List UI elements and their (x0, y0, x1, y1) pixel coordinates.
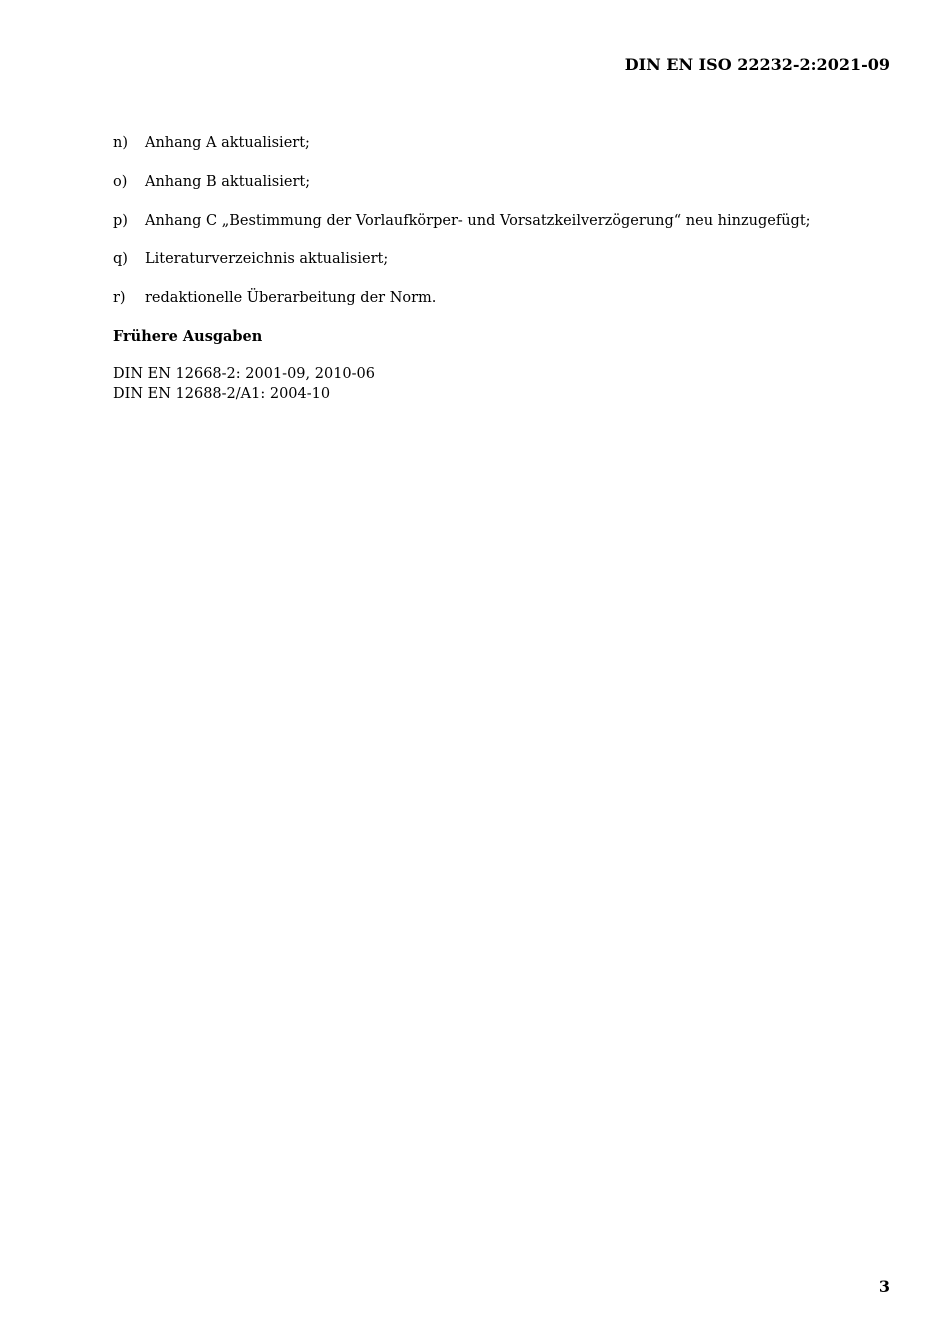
document-id-header: DIN EN ISO 22232-2:2021-09 (624, 55, 890, 74)
list-item (113, 210, 893, 232)
list-item (113, 248, 893, 270)
page-content (113, 132, 893, 404)
previous-editions-list (113, 364, 893, 404)
list-item-text: Anhang B aktualisiert; (145, 173, 311, 190)
list-marker: p) (113, 212, 128, 229)
list-marker: q) (113, 251, 128, 268)
list-item-text: Literaturverzeichnis aktualisiert; (145, 251, 389, 268)
list-item (113, 132, 893, 154)
list-marker: o) (113, 173, 128, 190)
list-marker: n) (113, 135, 128, 151)
list-item-text: Anhang C „Bestimmung der Vorlaufkörper- und Vorsatzkeilverzögerung“ neu hinzugefügt; (145, 212, 811, 229)
edition-line: DIN EN 12668-2: 2001-09, 2010-06 (113, 365, 375, 382)
list-marker: r) (113, 290, 126, 307)
page-number: 3 (878, 1277, 890, 1296)
change-list (113, 132, 893, 309)
list-item-text: redaktionelle Überarbeitung der Norm. (145, 290, 437, 307)
list-item (113, 287, 893, 309)
edition-line: DIN EN 12688-2/A1: 2004-10 (113, 385, 331, 402)
list-item-text: Anhang A aktualisiert; (145, 135, 310, 151)
previous-editions-heading: Frühere Ausgaben (113, 327, 263, 345)
list-item (113, 171, 893, 193)
